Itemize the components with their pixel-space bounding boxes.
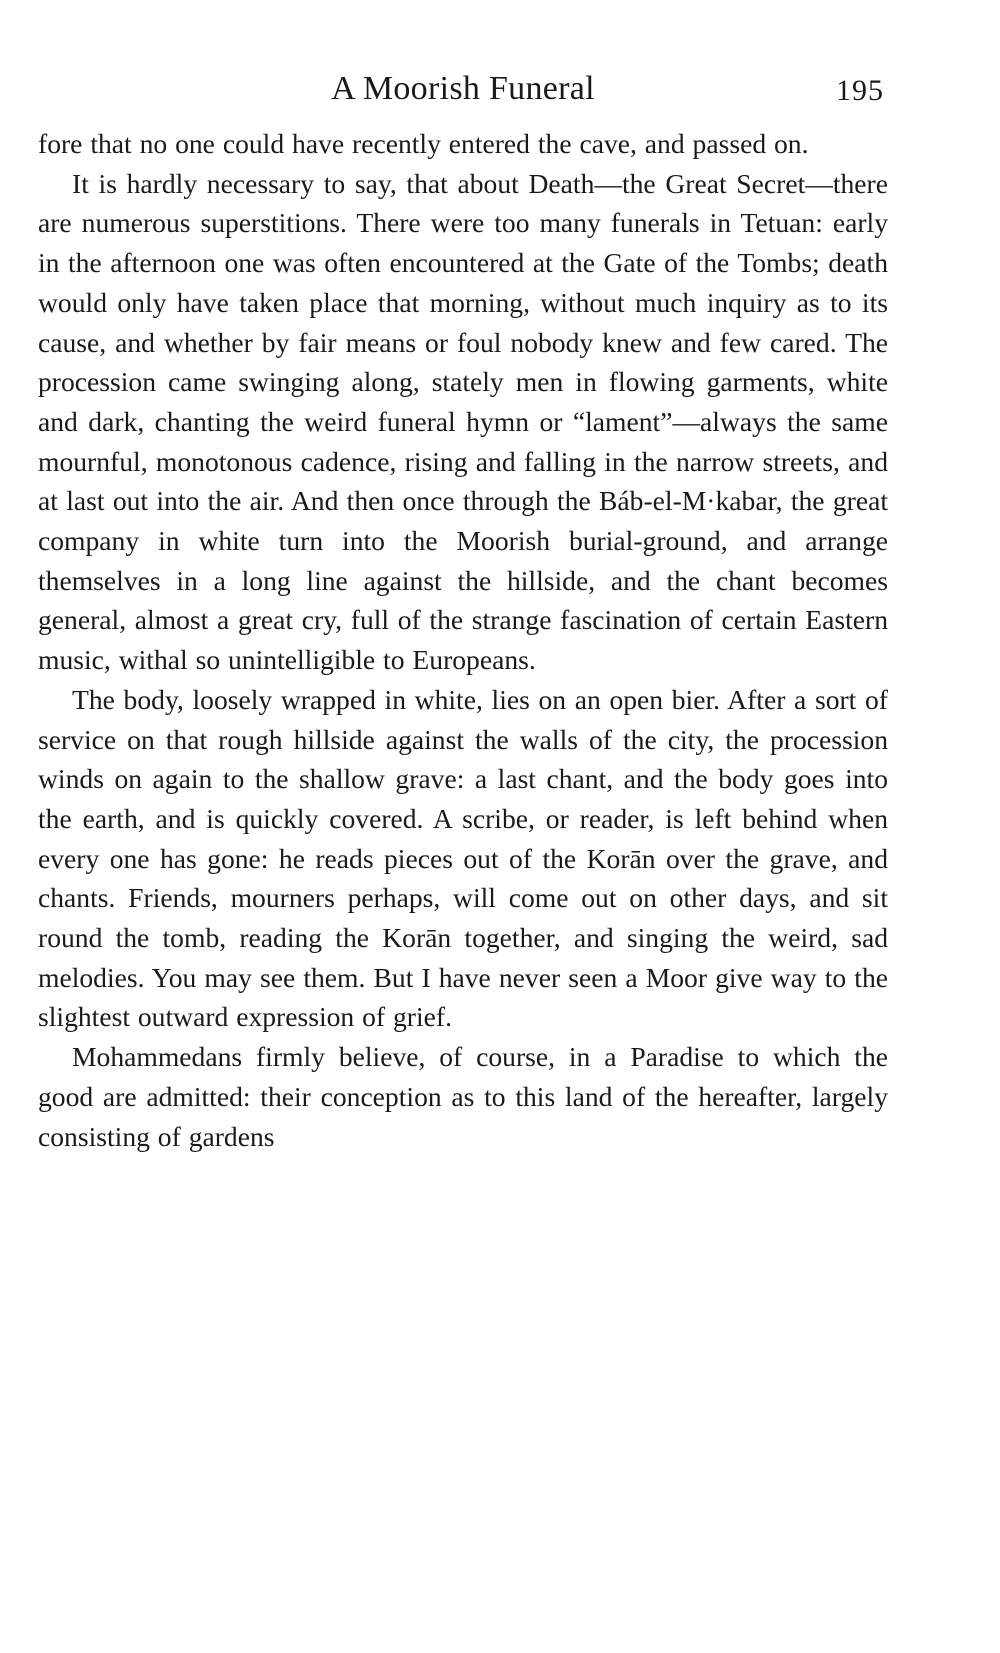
- page-header: [38, 70, 888, 124]
- page-number: 195: [836, 74, 884, 107]
- running-title: A Moorish Funeral: [331, 70, 595, 107]
- paragraph: Mohammedans firmly believe, of course, in a Paradise to which the good are admitted: their conception as to this land of the hereafter, largely consisting of gardens: [38, 1041, 888, 1152]
- paragraph-continued: fore that no one could have recently entered the cave, and passed on.: [38, 128, 809, 159]
- book-page: [38, 70, 888, 1156]
- body-text: [38, 124, 888, 1156]
- paragraph: The body, loosely wrapped in white, lies on an open bier. After a sort of service on that rough hillside against the walls of the city, the procession winds on again to the shallow grave: a last chant, and the body goes into the earth, and is quickly covered. A scribe, or reader, is left behind when every one has gone: he reads pieces out of the Korān over the grave, and chants. Friends, mourners perhaps, will come out on other days, and sit round the tomb, reading the Korān together, and singing the weird, sad melodies. You may see them. But I have never seen a Moor give way to the slightest outward expression of grief.: [38, 683, 888, 1033]
- paragraph: It is hardly necessary to say, that about Death—the Great Secret—there are numerous superstitions. There were too many funerals in Tetuan: early in the afternoon one was often encountered at the Gate of the Tombs; death would only have taken place that morning, without much inquiry as to its cause, and whether by fair means or foul nobody knew and few cared. The procession came swinging along, stately men in flowing garments, white and dark, chanting the weird funeral hymn or “lament”—always the same mournful, monotonous cadence, rising and falling in the narrow streets, and at last out into the air. And then once through the Báb-el-M·kabar, the great company in white turn into the Moorish burial-ground, and arrange themselves in a long line against the hillside, and the chant becomes general, almost a great cry, full of the strange fascination of certain Eastern music, withal so unintelligible to Europeans.: [38, 167, 888, 676]
